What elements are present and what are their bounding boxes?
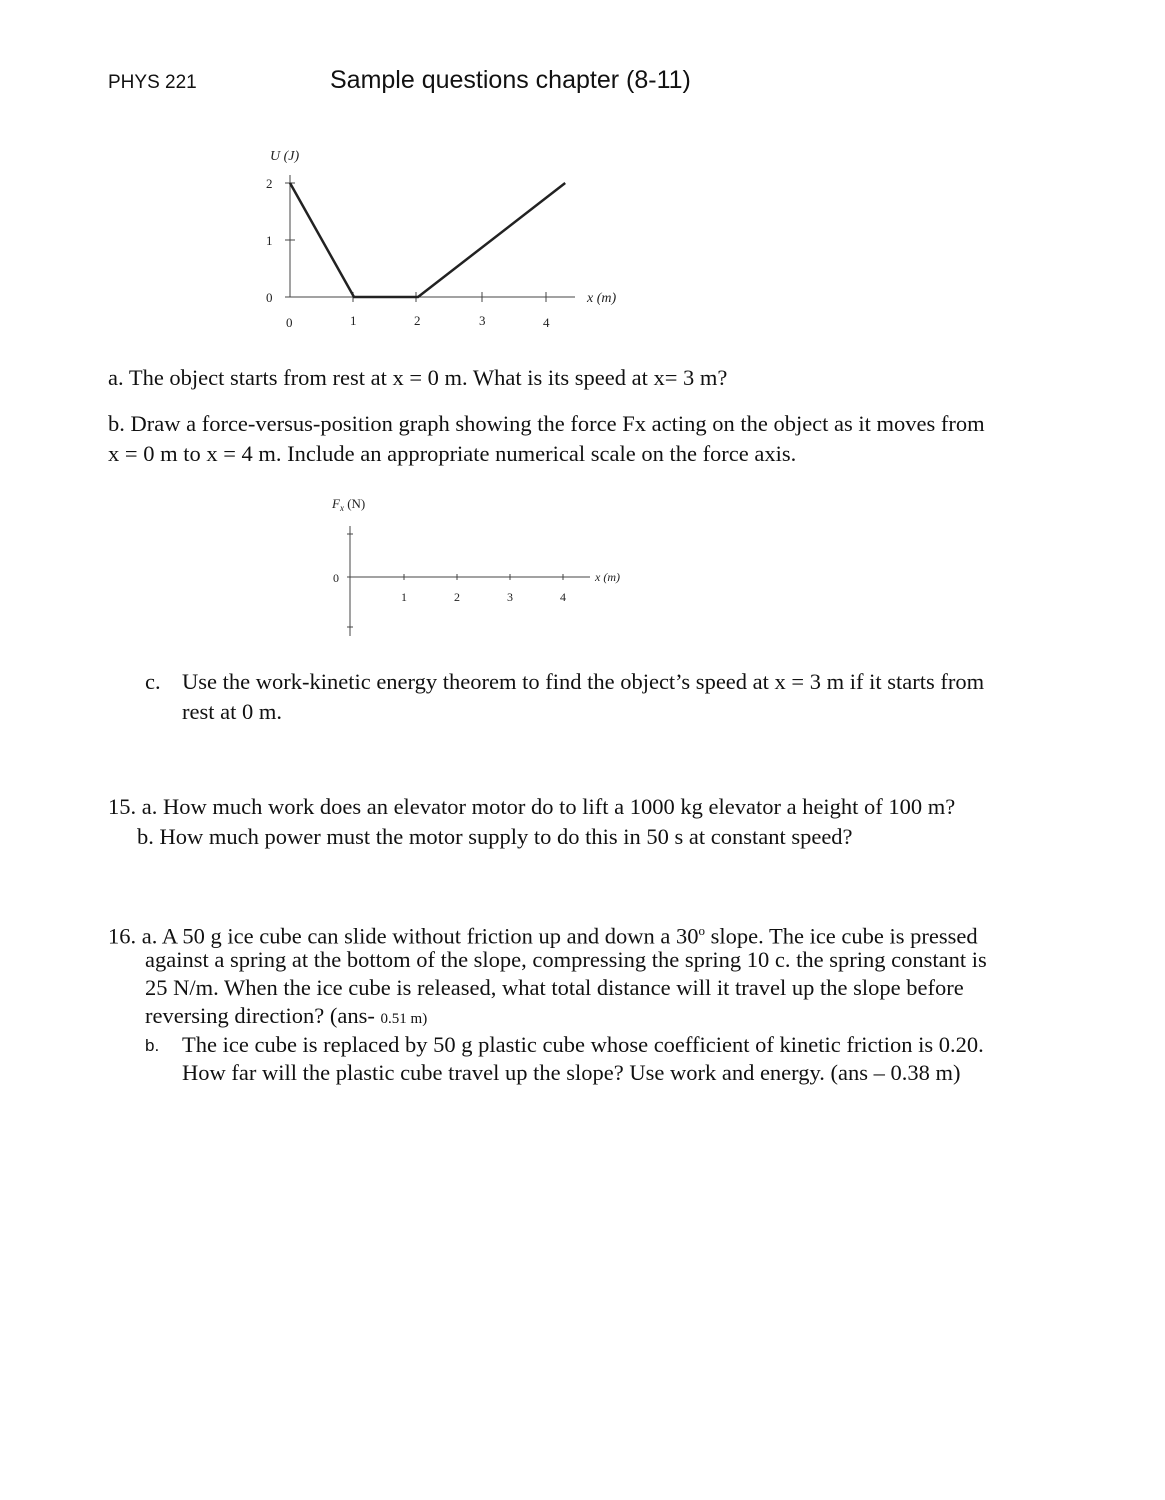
- question-16-line4-text: reversing direction? (ans-: [145, 1003, 381, 1028]
- y-ticks: [266, 176, 295, 305]
- x-tick-label: 3: [507, 590, 513, 604]
- question-15-b: b. How much power must the motor supply to do this in 50 s at constant speed?: [137, 824, 853, 849]
- x-axis-label: x (m): [587, 291, 617, 306]
- x-tick-label: 0: [286, 315, 293, 330]
- answer-a: 0.51 m): [380, 1011, 428, 1027]
- question-16-b-marker: b.: [145, 1036, 160, 1055]
- x-tick-label: 3: [479, 313, 486, 328]
- y-axis-label: $F_x$ (N): [332, 496, 366, 513]
- x-tick-label: 2: [454, 590, 460, 604]
- question-b-line2: x = 0 m to x = 4 m. Include an appropriate numerical scale on the force axis.: [108, 441, 797, 466]
- question-16-b-line2: How far will the plastic cube travel up the slope? Use work and energy. (ans – 0.38 m): [182, 1060, 961, 1085]
- y-tick-label: 2: [266, 176, 273, 191]
- question-a: a. The object starts from rest at x = 0 m. What is its speed at x= 3 m?: [108, 365, 728, 390]
- y-axis-label: U (J): [270, 149, 300, 164]
- page-title: Sample questions chapter (8-11): [330, 66, 691, 94]
- x-tick-label: 4: [560, 590, 566, 604]
- question-b-line1: b. Draw a force-versus-position graph showing the force Fx acting on the object as it moves from: [108, 411, 985, 436]
- y-tick-label: 0: [266, 290, 273, 305]
- course-code: PHYS 221: [108, 72, 197, 93]
- x-ticks: [401, 574, 566, 604]
- y-tick-label: 0: [333, 571, 339, 585]
- force-graph: [320, 490, 650, 645]
- question-16-line2: against a spring at the bottom of the slope, compressing the spring 10 c. the spring constant is: [145, 947, 987, 972]
- x-tick-label: 1: [401, 590, 407, 604]
- x-tick-label: 1: [350, 313, 357, 328]
- x-axis-label: x (m): [595, 570, 620, 584]
- question-c-line1: Use the work-kinetic energy theorem to find the object’s speed at x = 3 m if it starts from: [182, 669, 985, 694]
- question-16-line1-rest: slope. The ice cube is pressed: [705, 923, 978, 949]
- question-16-line1-text: 16. a. A 50 g ice cube can slide without friction up and down a 30: [108, 923, 699, 949]
- x-tick-label: 4: [543, 315, 550, 330]
- question-15-a: 15. a. How much work does an elevator motor do to lift a 1000 kg elevator a height of 100 m?: [108, 794, 956, 819]
- question-c-line2: rest at 0 m.: [182, 699, 282, 724]
- question-16-b-line1: The ice cube is replaced by 50 g plastic cube whose coefficient of kinetic friction is 0.20.: [182, 1032, 984, 1057]
- question-16-line3: 25 N/m. When the ice cube is released, what total distance will it travel up the slope before: [145, 975, 964, 1000]
- x-tick-label: 2: [414, 313, 421, 328]
- y-tick-label: 1: [266, 233, 273, 248]
- degree-superscript: o: [698, 923, 705, 938]
- potential-energy-graph: [250, 140, 630, 340]
- question-c-marker: c.: [145, 669, 161, 694]
- potential-curve: [290, 183, 565, 297]
